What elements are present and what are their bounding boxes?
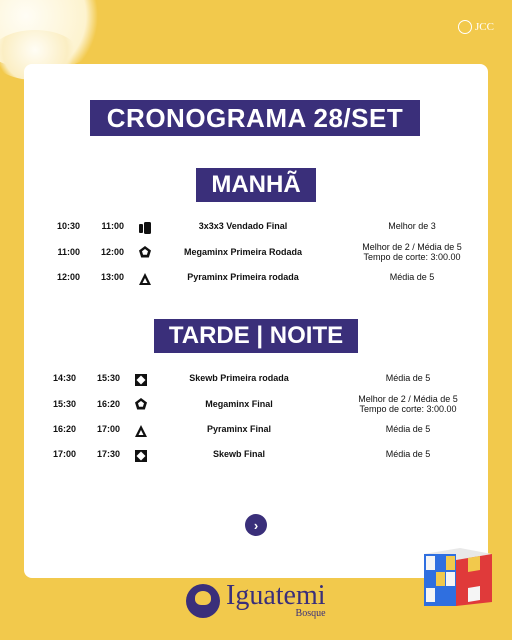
end-time: 17:30 <box>96 449 120 459</box>
event-name: Pyraminx Final <box>206 424 272 434</box>
start-time: 11:00 <box>57 247 80 257</box>
start-time: 15:30 <box>52 399 76 409</box>
event-format: Média de 5 <box>389 272 435 282</box>
event-name: Pyraminx Primeira rodada <box>187 272 299 282</box>
event-format: Melhor de 2 / Média de 5 Tempo de corte: 3:00.00 <box>362 242 462 262</box>
end-time: 16:20 <box>96 399 120 409</box>
event-format: Melhor de 2 / Média de 5 Tempo de corte: 3:00.00 <box>358 394 458 414</box>
section-title-afternoon: TARDE | NOITE <box>154 319 358 353</box>
event-name: Megaminx Final <box>205 399 273 409</box>
start-time: 14:30 <box>52 373 76 383</box>
end-time: 12:00 <box>100 247 124 257</box>
rubiks-cube-icon <box>420 546 496 608</box>
start-time: 10:30 <box>56 221 80 231</box>
schedule-row <box>0 449 512 475</box>
jcc-logo-text: JCC <box>475 21 494 33</box>
event-format: Média de 5 <box>385 424 431 434</box>
event-format: Média de 5 <box>385 373 431 383</box>
event-name: Skewb Final <box>212 449 265 459</box>
schedule-row <box>0 424 512 450</box>
next-button[interactable] <box>245 514 267 536</box>
end-time: 17:00 <box>96 424 120 434</box>
event-format: Melhor de 3 <box>388 221 436 231</box>
event-name: 3x3x3 Vendado Final <box>198 221 288 231</box>
schedule-row <box>0 394 512 423</box>
section-title-morning: MANHÃ <box>196 168 316 202</box>
event-name: Skewb Primeira rodada <box>189 373 289 383</box>
tree-icon <box>186 584 220 618</box>
chevron-right-icon: › <box>253 517 259 533</box>
start-time: 12:00 <box>56 272 80 282</box>
event-format: Média de 5 <box>385 449 431 459</box>
brand-sub: Bosque <box>295 608 326 619</box>
brand-name: Iguatemi <box>226 580 326 611</box>
iguatemi-logo <box>186 582 326 619</box>
schedule-row <box>0 242 512 271</box>
end-time: 11:00 <box>101 221 124 231</box>
end-time: 15:30 <box>96 373 120 383</box>
jcc-emblem-icon <box>458 20 472 34</box>
start-time: 17:00 <box>52 449 76 459</box>
start-time: 16:20 <box>52 424 76 434</box>
jcc-logo <box>458 20 494 34</box>
page-title: CRONOGRAMA 28/SET <box>90 100 420 136</box>
event-name: Megaminx Primeira Rodada <box>183 247 303 257</box>
schedule-row <box>0 272 512 298</box>
end-time: 13:00 <box>100 272 124 282</box>
